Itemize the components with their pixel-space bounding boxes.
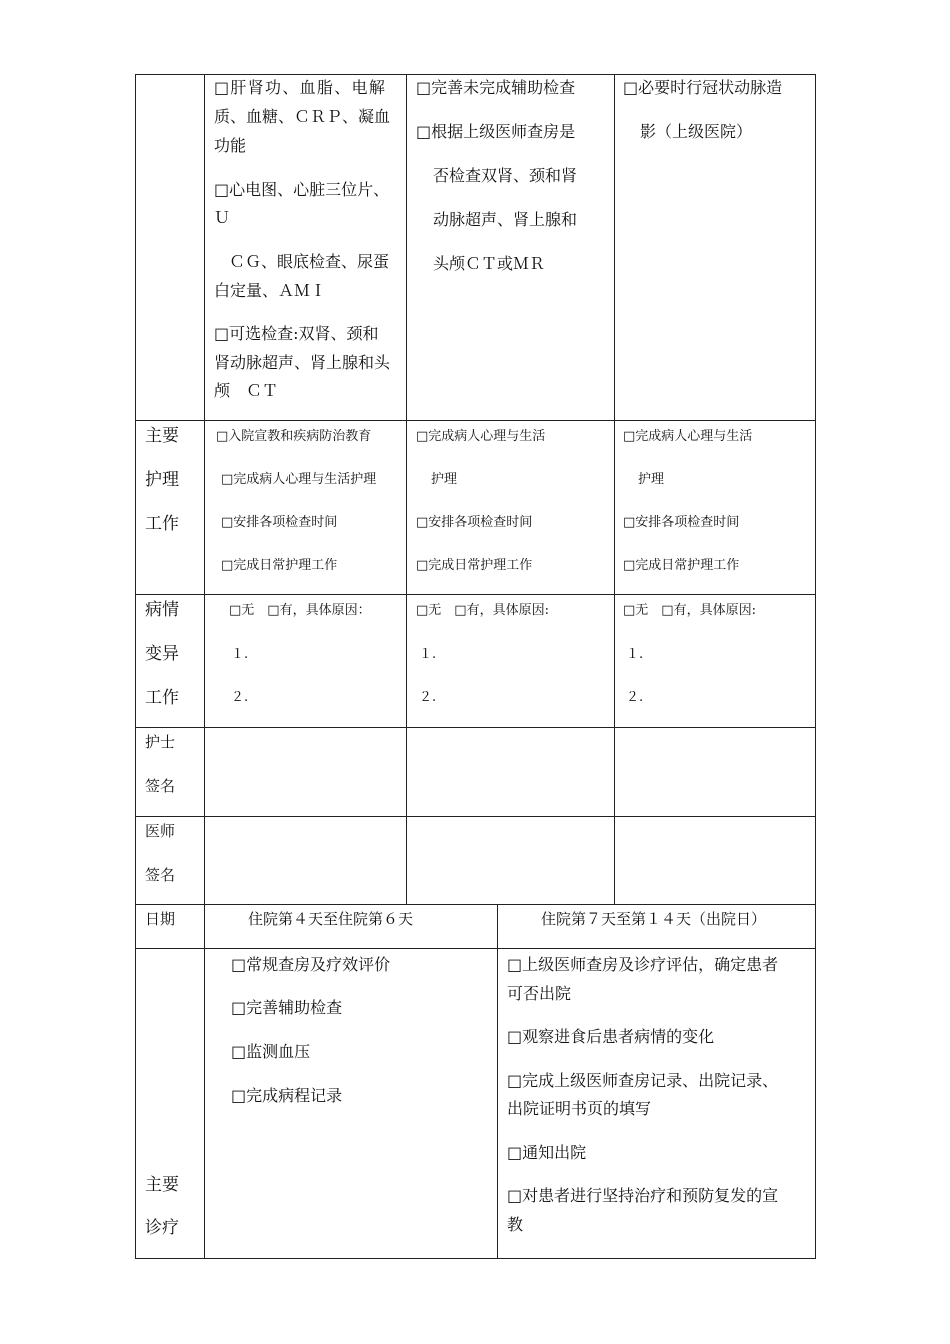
diagnosis-item: □完成病程记录 <box>231 1086 343 1105</box>
row-label-variation: 病情 <box>145 600 179 620</box>
diagnosis-item: □通知出院 <box>507 1143 587 1162</box>
row-label-nursing: 工作 <box>145 514 179 534</box>
row-divider <box>135 948 816 949</box>
variation-option: □无 □有，具体原因: <box>416 603 549 618</box>
diagnosis-item: □对患者进行坚持治疗和预防复发的宣 <box>507 1186 779 1205</box>
row-divider <box>135 727 816 728</box>
exam-item: Ｕ <box>214 208 231 227</box>
variation-option: □无 □有，具体原因： <box>229 603 371 618</box>
row-divider <box>135 904 816 905</box>
variation-reason: １. <box>231 647 249 662</box>
nursing-item: 护理 <box>638 472 665 487</box>
diagnosis-item: □监测血压 <box>231 1042 311 1061</box>
exam-item: □可选检查:双肾、颈和 <box>214 324 379 343</box>
date-range-second: 住院第７天至第１４天（出院日） <box>541 910 767 928</box>
exam-item: 动脉超声、肾上腺和 <box>433 210 578 229</box>
exam-item: 否检查双肾、颈和肾 <box>433 166 578 185</box>
diagnosis-item: 出院证明书页的填写 <box>507 1099 652 1118</box>
exam-item: 白定量、ＡＭＩ <box>214 281 327 300</box>
variation-reason: ２. <box>231 690 249 705</box>
variation-reason: １. <box>626 647 644 662</box>
row-label-diagnosis: 诊疗 <box>145 1218 179 1238</box>
nursing-item: □完成病人心理与生活 <box>416 429 546 444</box>
row-label-variation: 变异 <box>145 644 179 664</box>
exam-item: 功能 <box>214 136 247 155</box>
diagnosis-item: □完善辅助检查 <box>231 998 343 1017</box>
col-divider <box>497 904 498 1259</box>
table-border-right <box>815 74 816 1259</box>
exam-item: □根据上级医师查房是 <box>416 122 576 141</box>
table-border-bottom <box>135 1258 816 1259</box>
variation-option: □无 □有，具体原因: <box>623 603 756 618</box>
exam-item: □心电图、心脏三位片、 <box>214 180 390 199</box>
col-divider <box>614 74 615 905</box>
exam-item: 肾动脉超声、肾上腺和头 <box>214 353 391 372</box>
diagnosis-item: 可否出院 <box>507 984 572 1003</box>
row-label-variation: 工作 <box>145 688 179 708</box>
diagnosis-item: □观察进食后患者病情的变化 <box>507 1027 715 1046</box>
diagnosis-item: □上级医师查房及诊疗评估，确定患者 <box>507 955 779 974</box>
nursing-item: □完成日常护理工作 <box>416 558 533 573</box>
table-border-top <box>135 74 816 75</box>
nursing-item: 护理 <box>431 472 458 487</box>
nursing-item: □安排各项检查时间 <box>623 515 740 530</box>
row-label-date: 日期 <box>145 910 176 928</box>
row-label-doctor-sign: 医师 <box>145 822 176 840</box>
date-range-first: 住院第４天至住院第６天 <box>248 910 414 928</box>
row-divider <box>135 816 816 817</box>
col-divider <box>406 74 407 905</box>
diagnosis-item: □完成上级医师查房记录、出院记录、 <box>507 1071 779 1090</box>
nursing-item: □完成日常护理工作 <box>623 558 740 573</box>
exam-item: 颅 ＣＴ <box>214 381 279 400</box>
row-label-nurse-sign: 护士 <box>145 733 176 751</box>
exam-item: 影（上级医院） <box>640 122 753 141</box>
diagnosis-item: 教 <box>507 1215 524 1234</box>
nursing-item: □入院宣教和疾病防治教育 <box>216 429 372 444</box>
row-label-nursing: 护理 <box>145 470 179 490</box>
variation-reason: ２. <box>419 690 437 705</box>
variation-reason: １. <box>419 647 437 662</box>
row-label-nurse-sign: 签名 <box>145 777 176 795</box>
col-divider <box>204 74 205 1259</box>
exam-item: 头颅ＣＴ或ＭＲ <box>433 254 546 273</box>
table-border-left <box>135 74 136 1259</box>
nursing-item: □安排各项检查时间 <box>416 515 533 530</box>
row-divider <box>135 420 816 421</box>
row-label-nursing: 主要 <box>145 426 179 446</box>
exam-item: ＣＧ、眼底检查、尿蛋 <box>229 252 390 271</box>
exam-item: □必要时行冠状动脉造 <box>623 78 783 97</box>
nursing-item: □安排各项检查时间 <box>221 515 338 530</box>
variation-reason: ２. <box>626 690 644 705</box>
exam-item: 质、血糖、ＣＲＰ、凝血 <box>214 107 391 126</box>
row-label-doctor-sign: 签名 <box>145 866 176 884</box>
exam-item: □完善未完成辅助检查 <box>416 78 576 97</box>
row-label-diagnosis: 主要 <box>145 1175 179 1195</box>
nursing-item: □完成病人心理与生活护理 <box>221 472 377 487</box>
row-divider <box>135 594 816 595</box>
nursing-item: □完成日常护理工作 <box>221 558 338 573</box>
exam-item: □肝肾功、血脂、电解 <box>214 78 387 97</box>
diagnosis-item: □常规查房及疗效评价 <box>231 955 391 974</box>
nursing-item: □完成病人心理与生活 <box>623 429 753 444</box>
